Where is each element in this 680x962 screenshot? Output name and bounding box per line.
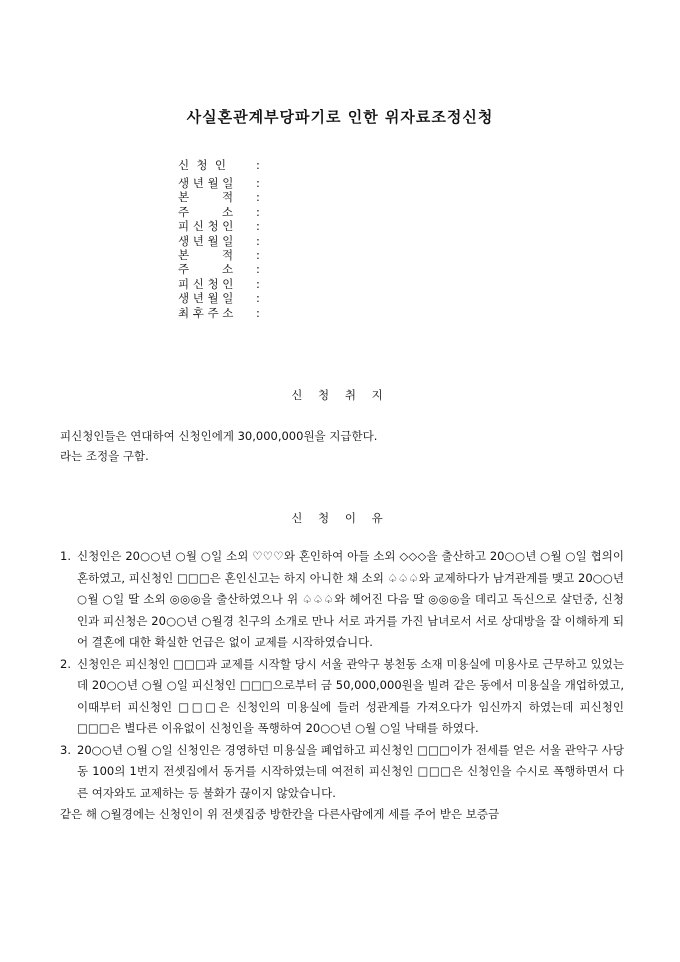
reason-section xyxy=(60,546,624,826)
party-separator: : xyxy=(256,276,260,291)
party-row xyxy=(178,205,338,219)
party-label: 본 적 xyxy=(178,247,234,262)
party-row xyxy=(178,291,338,305)
party-separator: : xyxy=(256,247,260,262)
reason-item xyxy=(60,546,624,654)
party-separator: : xyxy=(256,291,260,306)
party-label: 피 신 청 인 xyxy=(178,219,234,234)
party-row xyxy=(178,219,338,233)
purpose-heading: 신 청 취 지 xyxy=(291,388,389,402)
party-label: 본 적 xyxy=(178,190,234,205)
party-label: 피 신 청 인 xyxy=(178,276,234,291)
party-separator: : xyxy=(256,233,260,248)
reason-number: 1. xyxy=(60,549,71,563)
document-title: 사실혼관계부당파기로 인한 위자료조정신청 xyxy=(186,108,494,126)
party-row xyxy=(178,234,338,248)
party-separator: : xyxy=(256,204,260,219)
reason-text: 신청인은 20○○년 ○월 ○일 소외 ♡♡♡와 혼인하여 아들 소외 ◇◇◇을 출산하고 20○○년 ○월 ○일 협의이혼하였고, 피신청인 □□□은 혼인신고는 하지 아니한 채 소외 ♤♤♤와 교제하다가 남겨관계를 맺고 20○○년 ○월 ○일 딸 소외 ◎◎◎을 출산하였으나 위 ♤♤♤와 헤어진 다음 딸 ◎◎◎을 데리고 독신으로 살던중, 신청인과 피신청은 20○○년 ○월경 친구의 소개로 만나 서로 과거를 가진 남녀로서 서로 상대방을 잘 이해하게 되어 결혼에 대한 확실한 언급은 없이 교제를 시작하였습니다. xyxy=(77,549,624,649)
party-label: 신 청 인 xyxy=(178,158,226,172)
party-label: 최 후 주 소 xyxy=(178,305,234,320)
party-row xyxy=(178,262,338,276)
party-row xyxy=(178,190,338,204)
party-row xyxy=(178,154,338,176)
party-row xyxy=(178,248,338,262)
party-separator: : xyxy=(256,190,260,205)
party-separator: : xyxy=(256,219,260,234)
continuation-text: 같은 해 ○월경에는 신청인이 위 전셋집중 방한칸을 다른사람에게 세를 주어 받은 보증금 xyxy=(60,807,500,821)
purpose-section xyxy=(60,426,620,466)
party-separator: : xyxy=(256,305,260,320)
party-label: 생 년 월 일 xyxy=(178,176,234,190)
reason-heading: 신 청 이 유 xyxy=(291,511,389,525)
party-info-block xyxy=(178,154,338,320)
party-separator: : xyxy=(256,176,260,190)
party-row xyxy=(178,306,338,320)
party-row xyxy=(178,277,338,291)
reason-item xyxy=(60,654,624,740)
party-label: 생 년 월 일 xyxy=(178,291,234,306)
party-separator: : xyxy=(256,262,260,277)
reason-item xyxy=(60,740,624,805)
party-separator: : xyxy=(256,158,260,172)
party-label: 주 소 xyxy=(178,262,234,277)
reason-text: 20○○년 ○월 ○일 신청인은 경영하던 미용실을 폐업하고 피신청인 □□□이가 전세를 얻은 서울 관악구 사당동 100의 1번지 전셋집에서 동거를 시작하였는데 여전히 피신청인 □□□은 신청인을 수시로 폭행하면서 다른 여자와도 교제하는 등 불화가 끊이지 않았습니다. xyxy=(77,742,624,800)
purpose-line: 라는 조정을 구함. xyxy=(60,449,149,463)
party-label: 주 소 xyxy=(178,204,234,219)
reason-number: 3. xyxy=(60,742,71,757)
purpose-line: 피신청인들은 연대하여 신청인에게 30,000,000원을 지급한다. xyxy=(60,429,378,443)
party-row xyxy=(178,176,338,190)
reason-number: 2. xyxy=(60,656,71,671)
party-label: 생 년 월 일 xyxy=(178,233,234,248)
reason-text: 신청인은 피신청인 □□□과 교제를 시작할 당시 서울 관악구 봉천동 소재 미용실에 미용사로 근무하고 있었는데 20○○년 ○월 ○일 피신청인 □□□으로부터 금 50,000,000원을 빌려 같은 동에서 미용실을 개업하였고, 이때부터 피신청인 □□□은 신청인의 미용실에 들러 성관계를 가져오다가 임신까지 하였는데 피신청인 □□□은 별다른 이유없이 신청인을 폭행하여 20○○년 ○월 ○일 낙태를 하였다. xyxy=(77,656,624,735)
